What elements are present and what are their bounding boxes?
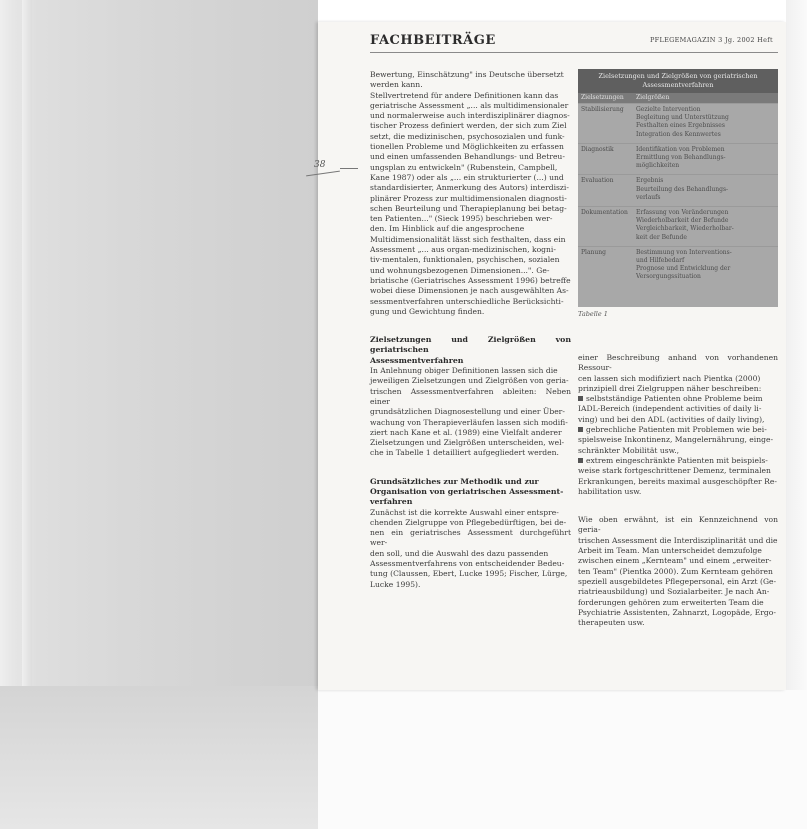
text-line: den. Im Hinblick auf die angesprochene — [370, 224, 525, 234]
text-line: sessmentverfahren unterschiedliche Berücksichti- — [370, 296, 564, 306]
table-cell-measures — [636, 249, 774, 282]
table-cell-line: Wiederholbarkeit der Befunde — [636, 217, 729, 225]
table-cell-line: keit der Befunde — [636, 233, 687, 241]
table-row — [578, 103, 778, 144]
table-cell-goal: Evaluation — [581, 177, 614, 185]
text-line: habilitation usw. — [578, 486, 642, 496]
text-line: In Anlehnung obiger Definitionen lassen sich die — [370, 366, 558, 376]
text-line: speziell ausgebildetes Pflegepersonal, ein Arzt (Ge- — [578, 576, 777, 586]
team-paragraph — [578, 515, 778, 628]
text-line: tischer Prozess definiert werden, der sich zum Ziel — [370, 121, 567, 131]
table-header-measure: Zielgrößen — [636, 94, 670, 101]
table-cell-line: möglichkeiten — [636, 162, 680, 170]
table-header-row — [578, 93, 778, 103]
table-cell-line: Ermittlung von Behandlungs- — [636, 154, 726, 161]
goals-table — [578, 69, 778, 307]
text-line: forderungen gehören zum erweiterten Team die — [578, 597, 764, 607]
text-line: prinzipiell drei Zielgruppen näher beschreiben: — [578, 383, 762, 393]
text-line: cen lassen sich modifiziert nach Pientka (2000) — [578, 373, 761, 383]
text-line: Stellvertretend für andere Definitionen kann das — [370, 90, 559, 100]
text-line: nen ein geriatrisches Assessment durchgeführt wer- — [370, 528, 571, 548]
section-title: FACHBEITRÄGE — [370, 33, 496, 48]
text-line: Kane 1987) oder als „... ein strukturierter (...) und — [370, 172, 564, 182]
table-cell-line: Vergleichbarkeit, Wiederholbar- — [636, 225, 734, 233]
text-line: geriatrische Assessment „... als multidimensionaler — [370, 100, 569, 110]
running-header: PFLEGEMAGAZIN 3 Jg. 2002 Heft — [650, 36, 773, 44]
text-line: Multidimensionalität lässt sich festhalten, dass ein — [370, 234, 566, 244]
table-cell-line: Beurteilung des Behandlungs- — [636, 185, 729, 193]
text-line: Assessmentverfahren — [370, 355, 464, 365]
table-cell-line: Bestimmung von Interventions- — [636, 248, 732, 256]
heading-zielsetzungen — [370, 335, 571, 366]
text-line: ten Patienten..." (Sieck 1995) beschrieben wer- — [370, 214, 553, 224]
table-cell-measures — [636, 209, 774, 242]
text-line: extrem eingeschränkte Patienten mit beispiels- — [578, 456, 778, 466]
bullet-square-icon — [578, 396, 583, 401]
intro-paragraph — [370, 70, 571, 317]
target-group-list — [578, 394, 778, 497]
text-line: tung (Claussen, Ebert, Lucke 1995; Fischer, Lürge, — [370, 569, 568, 579]
text-line: selbstständige Patienten ohne Probleme beim — [578, 394, 778, 404]
table-cell-line: Erfassung von Veränderungen — [636, 209, 729, 216]
table-cell-line: verlaufs — [636, 193, 661, 201]
table-row — [578, 206, 778, 247]
table-cell-line: Begleitung und Unterstützung — [636, 114, 729, 122]
text-line: und normalerweise auch interdisziplinärer diagnos- — [370, 111, 570, 121]
text-line: Psychiatrie Assistenten, Zahnarzt, Logopäde, Ergo- — [578, 607, 776, 617]
text-line: riatrieausbildung) und Sozialarbeiter. Je nach An- — [578, 587, 770, 597]
text-line: trischen Assessmentverfahren ableiten: Neben einer — [370, 386, 571, 406]
table-cell-goal: Stabilisierung — [581, 106, 624, 113]
table-row — [578, 143, 778, 176]
text-line: Grundsätzliches zur Methodik und zur — [370, 476, 539, 486]
text-line: und einen umfassenden Behandlungs- und Betreu- — [370, 152, 565, 162]
text-line: trischen Assessment die Interdisziplinarität und die — [578, 535, 778, 545]
text-line: wachung von Therapieverläufen lassen sich modifi- — [370, 417, 568, 427]
text-line: Wie oben erwähnt, ist ein Kennzeichnend von geria- — [578, 515, 778, 535]
text-line: tionellen Probleme und Möglichkeiten zu erfassen — [370, 142, 564, 152]
table-cell-line: Gezielte Intervention — [636, 106, 701, 113]
table-cell-goal: Planung — [581, 248, 606, 256]
scan-background-right — [786, 0, 807, 690]
text-line: zwischen einem „Kernteam" und einem „erweiter- — [578, 556, 772, 566]
table-cell-line: und Hilfebedarf — [636, 257, 685, 264]
text-line: Assessment „... aus organ-medizinischen, kogni- — [370, 245, 556, 255]
margin-annotation: 38 — [314, 160, 326, 170]
text-line: chenden Zielgruppe von Pflegebedürftigen, bei de- — [370, 517, 567, 527]
table-cell-goal: Dokumentation — [581, 209, 628, 216]
bullet-square-icon — [578, 427, 583, 432]
text-line: briatische (Geriatrisches Assessment 1996) betreffe — [370, 275, 571, 285]
table-cell-line: Festhalten eines Ergebnisses — [636, 122, 725, 130]
table-cell-line: Integration des Kennwertes — [636, 130, 721, 138]
list-item — [578, 394, 778, 425]
text-line: Bewertung, Einschätzung" ins Deutsche übersetzt — [370, 70, 564, 79]
list-item — [578, 456, 778, 497]
paragraph-methodik — [370, 508, 571, 590]
text-column-left — [370, 70, 571, 590]
text-line: schränkter Mobilität usw., — [578, 445, 680, 455]
text-line: setzt, die medizinischen, psychosozialen und funk- — [370, 131, 565, 141]
table-row — [578, 246, 778, 287]
table-cell-measures — [636, 106, 774, 139]
text-line: Erkrankungen, bereits maximal ausgeschöpfter Re- — [578, 476, 777, 486]
text-line: Assessmentverfahrens von entscheidender Bedeu- — [370, 559, 565, 569]
text-line: Organisation von geriatrischen Assessment- — [370, 486, 564, 496]
bullet-square-icon — [578, 458, 583, 463]
table-caption: Tabelle 1 — [578, 310, 608, 318]
text-line: werden kann. — [370, 80, 423, 90]
list-item — [578, 425, 778, 456]
text-line: Arbeit im Team. Man unterscheidet demzufolge — [578, 546, 762, 556]
text-column-right — [578, 353, 778, 628]
text-line: gebrechliche Patienten mit Problemen wie bei- — [578, 425, 778, 435]
lead-paragraph — [578, 353, 778, 394]
text-line: verfahren — [370, 497, 413, 507]
text-line: ziert nach Kane et al. (1989) eine Vielfalt anderer — [370, 427, 562, 437]
text-line: gung und Gewichtung finden. — [370, 306, 485, 316]
table-header-goal: Zielsetzungen — [581, 94, 624, 101]
text-line: Zielsetzungen und Zielgrößen unterscheiden, wel- — [370, 438, 565, 448]
table-cell-line: Identifikation von Problemen — [636, 145, 725, 153]
paragraph-zielsetzungen — [370, 366, 571, 459]
text-line: Zunächst ist die korrekte Auswahl einer entspre- — [370, 507, 559, 517]
text-line: Lucke 1995). — [370, 579, 421, 589]
text-line: ving) und bei den ADL (activities of daily living), — [578, 414, 765, 424]
header-rule — [370, 52, 778, 53]
text-line: IADL-Bereich (independent activities of daily li- — [578, 404, 762, 414]
table-title: Zielsetzungen und Zielgrößen von geriatrischen Assessmentverfahren — [578, 69, 778, 93]
margin-annotation-line — [340, 168, 358, 169]
text-line: plinärer Prozess zur multidimensionalen diagnosti- — [370, 193, 567, 203]
text-line: weise stark fortgeschrittener Demenz, terminalen — [578, 466, 771, 476]
scan-background-left-bottom — [0, 686, 318, 829]
text-line: che in Tabelle 1 detailliert aufgegliedert werden. — [370, 448, 559, 458]
text-line: ten Team" (Pientka 2000). Zum Kernteam gehören — [578, 566, 773, 576]
text-line: ungsplan zu entwickeln" (Rubenstein, Campbell, — [370, 162, 558, 172]
text-line: den soll, und die Auswahl des dazu passenden — [370, 548, 549, 558]
scan-background-bottom — [318, 690, 807, 829]
text-line: schen Beurteilung und Therapieplanung bei betag- — [370, 203, 567, 213]
text-line: und wohnungsbezogenen Dimensionen...". Ge- — [370, 265, 550, 275]
table-cell-measures — [636, 177, 774, 202]
text-line: jeweiligen Zielsetzungen und Zielgrößen von geria- — [370, 376, 569, 386]
text-line: grundsätzlichen Diagnosestellung und einer Über- — [370, 407, 565, 417]
table-row — [578, 174, 778, 207]
text-line: therapeuten usw. — [578, 618, 645, 628]
text-line: standardisierter, Anmerkung des Autors) interdiszi- — [370, 183, 569, 193]
heading-methodik — [370, 477, 571, 508]
table-cell-goal: Diagnostik — [581, 145, 614, 153]
table-cell-line: Ergebnis — [636, 177, 664, 185]
text-line: Zielsetzungen und Zielgrößen von geriatrischen — [370, 335, 571, 355]
table-cell-line: Prognose und Entwicklung der — [636, 265, 731, 273]
text-line: einer Beschreibung anhand von vorhandenen Ressour- — [578, 353, 778, 373]
table-cell-line: Versorgungssituation — [636, 273, 701, 281]
table-cell-measures — [636, 146, 774, 171]
text-line: spielsweise Inkontinenz, Mangelernährung, einge- — [578, 435, 774, 445]
text-line: tiv-mentalen, funktionalen, psychischen, sozialen — [370, 255, 560, 265]
text-line: wobei diese Dimensionen je nach ausgewählten As- — [370, 286, 569, 296]
